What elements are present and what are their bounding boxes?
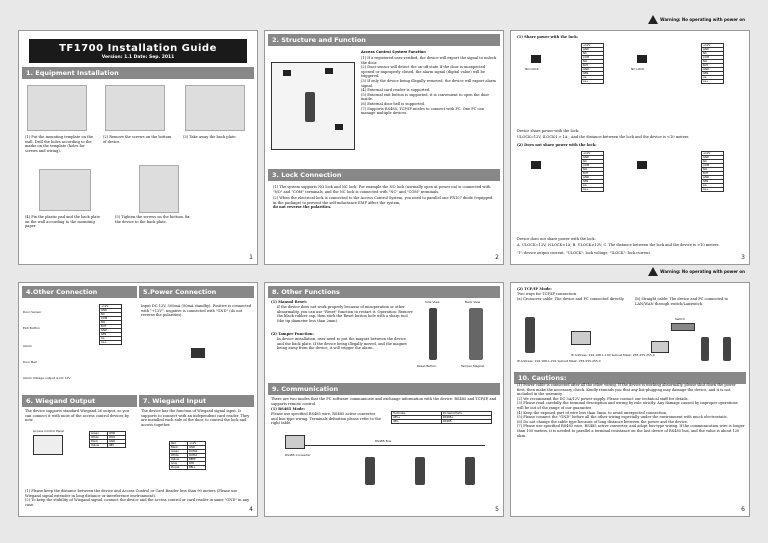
other-functions-area (265, 300, 503, 380)
terminal-cell: NC (702, 160, 724, 164)
step-4-text: (4) Fix the plastic pad and the back plate on the wall according to the mounting paper. (25, 215, 101, 229)
table-cell: Red (170, 442, 188, 446)
fix-device-illustration (139, 165, 179, 213)
nc-lock-label: NC LOCK (631, 67, 645, 71)
page-5 (264, 282, 504, 517)
terminal-cell: GND (582, 48, 604, 52)
no-share-formula: A. ULOCK=12V, I-ILOCK<1A; B. ULOCK≠12V; C. The distance between the lock and the device is >10 meters. (517, 243, 720, 247)
table-cell: White (90, 436, 108, 440)
pc-icon (651, 341, 669, 353)
no-share-heading: (2) Does not share power with the lock: (517, 143, 597, 147)
terminal-cell: NC (582, 160, 604, 164)
power-adapter-icon (191, 348, 205, 358)
section-power-connection: 5.Power Connection (139, 286, 254, 298)
table-cell: Purple (170, 466, 188, 470)
page-6 (510, 269, 750, 517)
communication-area (265, 397, 503, 517)
page-number: 1 (249, 254, 253, 261)
take-back-plate-illustration (185, 85, 245, 131)
function-1: (1) If a registered user verified, the device will export the signal to unlock the door. (361, 56, 497, 65)
table-cell: DATA0 (188, 450, 206, 454)
lock-icon (637, 161, 647, 169)
terminal-cell: COM (702, 56, 724, 60)
page-4 (18, 282, 258, 517)
terminal-cell: AL- (100, 337, 122, 341)
warning-text: Warning: No operating with power on (660, 269, 745, 274)
terminal-cell: BUT (702, 172, 724, 176)
section-wiegand-output: 6. Wiegand Output (22, 395, 137, 407)
terminal-cell: SEN (582, 72, 604, 76)
bell-icon (325, 68, 333, 74)
table-cell: RS485+ (442, 416, 492, 420)
page-number: 6 (741, 506, 745, 513)
terminal-cell: NO (702, 168, 724, 172)
section-structure-function: 2. Structure and Function (268, 34, 500, 46)
table-cell: +12V (188, 442, 206, 446)
table-header: PC Serial Ports (442, 412, 492, 416)
terminal-cell: AL- (702, 184, 724, 188)
caution-3: (3) Please read carefully the terminal description and wiring by rule strictly. Any damage caused by improper operations will be out of the range of our guarantee. (517, 401, 738, 410)
table-cell: LED (188, 462, 206, 466)
template-drill-illustration (27, 85, 87, 131)
warning-text: Warning: No operating with power on (660, 17, 745, 22)
pc-icon (285, 435, 305, 449)
alarm-voltage-label: Alarm Voltage output ≤ DC 12V (23, 376, 71, 380)
side-view-device (429, 308, 437, 360)
terminal-cell: AL+ (100, 341, 122, 345)
device-icon (365, 457, 375, 485)
terminal-cell: NO (100, 321, 122, 325)
section-communication: 9. Communication (268, 383, 500, 395)
wiegand-note-1: (1) Please keep the distance between the device and Access Control or Card Reader less than 90 meters (Please use Wiegand signal extender in long distance or interference environment). (25, 489, 238, 498)
terminal-cell: +12V (100, 305, 122, 309)
guide-title-box (29, 39, 247, 63)
rs485-text: Please use specified RS485 wire, RS485 active converter and bus-type wiring. Terminals definition please refer to the right table. (271, 412, 381, 426)
wiegand-input-table (169, 441, 206, 470)
rs485-heading: (1) RS485 Mode: (271, 407, 305, 411)
step-1-text: (1) Put the mounting template on the wall. Drill the holes according to the marks on the template (holes for screws and wiring). (25, 135, 93, 153)
terminal-cell: NO (582, 60, 604, 64)
function-7: (7) Supports RS485, TCP/IP modes to connect with PC. One PC can manage multiple devices. (361, 106, 485, 116)
reset-button-label: Reset Button (417, 364, 437, 368)
no-share-note: Device does not share power with the lock: (517, 237, 596, 241)
device-icon (525, 317, 535, 353)
terminal-cell: SEN (702, 180, 724, 184)
lock-connection-text (265, 183, 503, 212)
warning-icon (648, 15, 658, 24)
page-number: 2 (495, 254, 499, 261)
door-sensor-label: Door Sensor (23, 310, 42, 314)
terminal-table-3 (581, 151, 604, 192)
lock-text-2: (2) When the electrical lock is connected to the Access Control System, you need to parallel one FR107 diode (equipped in the package) to prevent the self-inductance EMF affect the system, (273, 196, 493, 205)
straight-text: (b) Straight cable: The device and PC connected to LAN/WAN through switch/Lanswitch. (635, 297, 729, 306)
lock-icon (637, 55, 647, 63)
device-icon (465, 457, 475, 485)
table-cell: Yellow (170, 458, 188, 462)
caution-4: (4) Keep the exposed part of wire less than 5mm, to avoid unexpected connection. (517, 410, 668, 415)
terminal-cell: NO (582, 168, 604, 172)
terminal-cell: AL+ (702, 80, 724, 84)
caution-5: (5) Please connect the "GND" before all the other wiring especially under the environment with much electrostatic. (517, 415, 728, 420)
power-text: Input DC 12V, 500mA (50mA standby). Positive is connected with "+12V", negative is connected with "GND" (do not reverse the polarities). (141, 304, 251, 318)
access-control-label: Access Control Panel (33, 429, 65, 433)
terminal-cell: NO (702, 60, 724, 64)
terminal-cell: GND (582, 156, 604, 160)
step-2-text: (2) Remove the screws on the bottom of device. (103, 135, 172, 144)
terminal-cell: NC (100, 313, 122, 317)
warning-banner (648, 267, 745, 276)
device-icon (305, 92, 315, 122)
terminal-cell: BUT (582, 64, 604, 68)
lock-icon (531, 55, 541, 63)
terminal-cell: AL- (582, 184, 604, 188)
table-cell: BEEP (188, 458, 206, 462)
manual-reset-text: If the device does not work properly because of misoperation or other abnormality, you can use "Reset" function to restart it. Operation: Remove the black rubber cap, then stick the Reset button hole with a sharp tool (the tip diameter less than 2mm). (277, 305, 413, 323)
lock-icon (283, 70, 291, 76)
caution-2: (2) We recommend the DC 3A/12V power supply. Please contact our technical staff for details. (517, 396, 689, 401)
access-panel-box (33, 435, 63, 455)
table-cell: WD1 (108, 436, 126, 440)
terminal-cell: COM (582, 164, 604, 168)
function-6: (6) External door bell is supported. (361, 101, 426, 106)
switch-label: Switch (675, 317, 685, 321)
terminal-cell: AL+ (702, 188, 724, 192)
page-3 (510, 17, 750, 265)
terminal-cell: SEN (100, 333, 122, 337)
crossover-text: (a) Crossover cable: The device and PC connected directly. (517, 297, 625, 301)
door-bell-label: Door Bell (23, 360, 37, 364)
table-cell: Yellow (90, 444, 108, 448)
caution-6: (6) Do not change the cable type because of long distance between the power and the device. (517, 419, 689, 424)
terminal-cell: GND (100, 329, 122, 333)
terminal-cell: AL- (582, 76, 604, 80)
alarm-label: Alarm (23, 344, 32, 348)
terminal-cell: GND (582, 68, 604, 72)
terminal-cell: GND (100, 309, 122, 313)
lock-text-warning: do not reverse the polarities. (273, 205, 332, 210)
table-cell: 485+ (392, 416, 442, 420)
terminal-cell: SEN (582, 180, 604, 184)
table-cell: DATA1 (188, 454, 206, 458)
bus-label: RS485 Bus (375, 439, 392, 443)
function-list (361, 56, 499, 116)
back-view-label: Back View (465, 300, 481, 304)
tcp-heading: (2) TCP/IP Mode: (517, 287, 552, 291)
terminal-cell: COM (582, 56, 604, 60)
switch-icon (671, 323, 695, 331)
terminal-cell: +12V (702, 152, 724, 156)
section-equipment-installation: 1. Equipment Installation (22, 67, 254, 79)
back-plate-illustration (39, 169, 91, 211)
terminal-cell: GND (702, 48, 724, 52)
terminal-table-2 (701, 43, 724, 84)
table-cell: White (170, 454, 188, 458)
table-cell: BELL (188, 466, 206, 470)
terminal-table-1 (581, 43, 604, 84)
terminal-cell: +12V (702, 44, 724, 48)
warning-icon (648, 267, 658, 276)
structure-area (265, 48, 503, 166)
other-power-area (19, 300, 257, 392)
step-3-text: (3) Take away the back plate. (183, 135, 237, 139)
lock-text-1: (1) The system supports NO lock and NC lock. For example the NO lock (normally open at power on) is connected with "NO" and "COM" terminals, and the NC lock is connected with "NC" and "COM" terminals. (273, 185, 491, 194)
func-title: Access Control System Function (361, 50, 426, 54)
section-other-functions: 8. Other Functions (268, 286, 500, 298)
terminal-cell: GND (582, 176, 604, 180)
share-power-heading: (1) Share power with the lock: (517, 35, 579, 39)
section-cautions: 10. Cautions: (514, 372, 746, 384)
terminal-table-4 (701, 151, 724, 192)
table-cell: RS485- (442, 420, 492, 424)
table-cell: GND (188, 446, 206, 450)
wiegand-note-2: (2) To keep the stability of Wiegand signal, connect the device and the access control or card reader in same "GND" in any case. (25, 498, 250, 507)
remove-screws-illustration (105, 85, 165, 131)
cautions-list (517, 383, 745, 438)
terminal-cell: GND (702, 176, 724, 180)
tamper-text: In device installation, user need to put the magnet between the device and the back plate. If the device being illegally moved, and the magnet being away from the device, it will trigger the alarm. (277, 337, 407, 351)
terminal-cell: +12V (582, 44, 604, 48)
terminal-cell: NC (582, 52, 604, 56)
ip-address-1: IP Address: 192.168.1.201 Subnet Mask: 255.255.255.0 (517, 359, 601, 363)
function-3: (3) If only the device being illegally removed, the device will export alarm signal. (361, 78, 496, 88)
wiegand-output-table (89, 431, 126, 448)
device-icon (415, 457, 425, 485)
table-cell: 485 (108, 444, 126, 448)
guide-title: TF1700 Installation Guide (59, 43, 217, 54)
no-lock-label: NO LOCK (525, 67, 539, 71)
share-formula: ULOCK=12V, ILOCK-I > 1A ; And the distance between the lock and the device is <10 meters. (517, 135, 690, 139)
warning-banner (648, 15, 745, 24)
table-header: Terminals (392, 412, 442, 416)
rs485-bus-line (305, 445, 485, 446)
device-icon (701, 337, 709, 361)
terminal-cell: AL+ (582, 188, 604, 192)
terminal-cell: GND (702, 68, 724, 72)
manual-reset-heading: (1) Manual Reset: (271, 300, 308, 304)
terminal-cell: COM (702, 164, 724, 168)
ip-address-2: IP Address: 192.168.1.130 Subnet Mask: 255.255.255.0 (571, 353, 655, 357)
table-cell: Gray (170, 462, 188, 466)
section-headers-row-1 (22, 286, 254, 298)
tamper-magnet-label: Tamper Magnet (461, 364, 485, 368)
legend-note: "I": device output current, "ULOCK": lock voltage, "ILOCK": lock current. (517, 251, 652, 255)
wiegand-output-text: The device supports standard Wiegand 26 output, so you can connect it with most of the access control devices by now. (25, 409, 130, 423)
page-1 (18, 30, 258, 265)
terminal-cell: BUT (100, 325, 122, 329)
caution-1: (1) Power cable is connected after all the other wiring. If the device is working abnormally, please shut down the power first, then make the necessary check. Kindly reminds you that any hot-plugging may damage the device, and it is not included in the warranty. (517, 383, 736, 397)
page-number: 4 (249, 506, 253, 513)
lock-icon (531, 161, 541, 169)
terminal-cell: GND (702, 156, 724, 160)
section-other-connection: 4.Other Connection (22, 286, 137, 298)
tamper-heading: (2) Tamper Function: (271, 332, 314, 336)
table-cell: Green (90, 432, 108, 436)
terminal-cell: NC (702, 52, 724, 56)
wiegand-area (19, 409, 257, 509)
function-2: (2) Door sensor will detect the on-off state If the door is unexpected opened or improperly closed, the alarm signal (digital value) will be triggered. (361, 65, 486, 79)
table-cell: Black (90, 440, 108, 444)
section-wiegand-input: 7. Wiegand Input (139, 395, 254, 407)
table-cell: 485- (392, 420, 442, 424)
back-view-device (469, 308, 483, 360)
function-5: (5) External exit button is supported, it is convenient to open the door inside. (361, 92, 490, 102)
terminal-cell: SEN (702, 72, 724, 76)
page-2 (264, 30, 504, 265)
other-terminal-table (99, 304, 122, 345)
rs485-terminal-table (391, 411, 492, 424)
terminal-cell: +12V (582, 152, 604, 156)
section-lock-connection: 3. Lock Connection (268, 169, 500, 181)
terminal-cell: BUT (582, 172, 604, 176)
caution-7: (7) Please use specified RS485 wire, RS485 active converter, and adopt bus-type wiring. If the communication wire is longer than 100 meters, it is needed to parallel a terminal resistance on the last device of RS485 bus, and the value is about 120 ohm. (517, 424, 745, 438)
converter-label: RS485 Converter (285, 453, 311, 457)
wiegand-input-text: The device has the function of Wiegand signal input. It supports to connect with an independent card reader. They are installed each side of the door, to control the lock and access together. (141, 409, 250, 427)
version-date: Version: 1.1 Date: Sep. 2011 (101, 55, 175, 60)
function-4: (4) External card reader is supported. (361, 88, 431, 93)
table-cell: Black (170, 446, 188, 450)
terminal-cell: AL- (702, 76, 724, 80)
tcp-text: Two ways for TCP/IP connection. (517, 292, 578, 296)
step-5-text: (5) Tighten the screws on the bottom, fix the device to the back plate. (115, 215, 190, 224)
table-cell: Green (170, 450, 188, 454)
device-icon (723, 337, 731, 361)
terminal-cell: AL+ (582, 80, 604, 84)
comm-intro: There are two modes that the PC software communicate and exchange information with the device: RS485 and TCP/IP, and supports remote control. (271, 397, 497, 406)
share-note: Device share power with the lock: (517, 129, 580, 133)
page-number: 3 (741, 254, 745, 261)
table-cell: GND (108, 440, 126, 444)
exit-button-label: Exit Button (23, 326, 40, 330)
page-number: 5 (495, 506, 499, 513)
install-steps (19, 81, 257, 251)
side-view-label: Side View (425, 300, 440, 304)
alarm-icon (335, 124, 343, 130)
terminal-cell: BUT (702, 64, 724, 68)
terminal-cell: COM (100, 317, 122, 321)
table-cell: WD0 (108, 432, 126, 436)
section-headers-row-2 (22, 395, 254, 407)
pc-icon (571, 331, 591, 345)
